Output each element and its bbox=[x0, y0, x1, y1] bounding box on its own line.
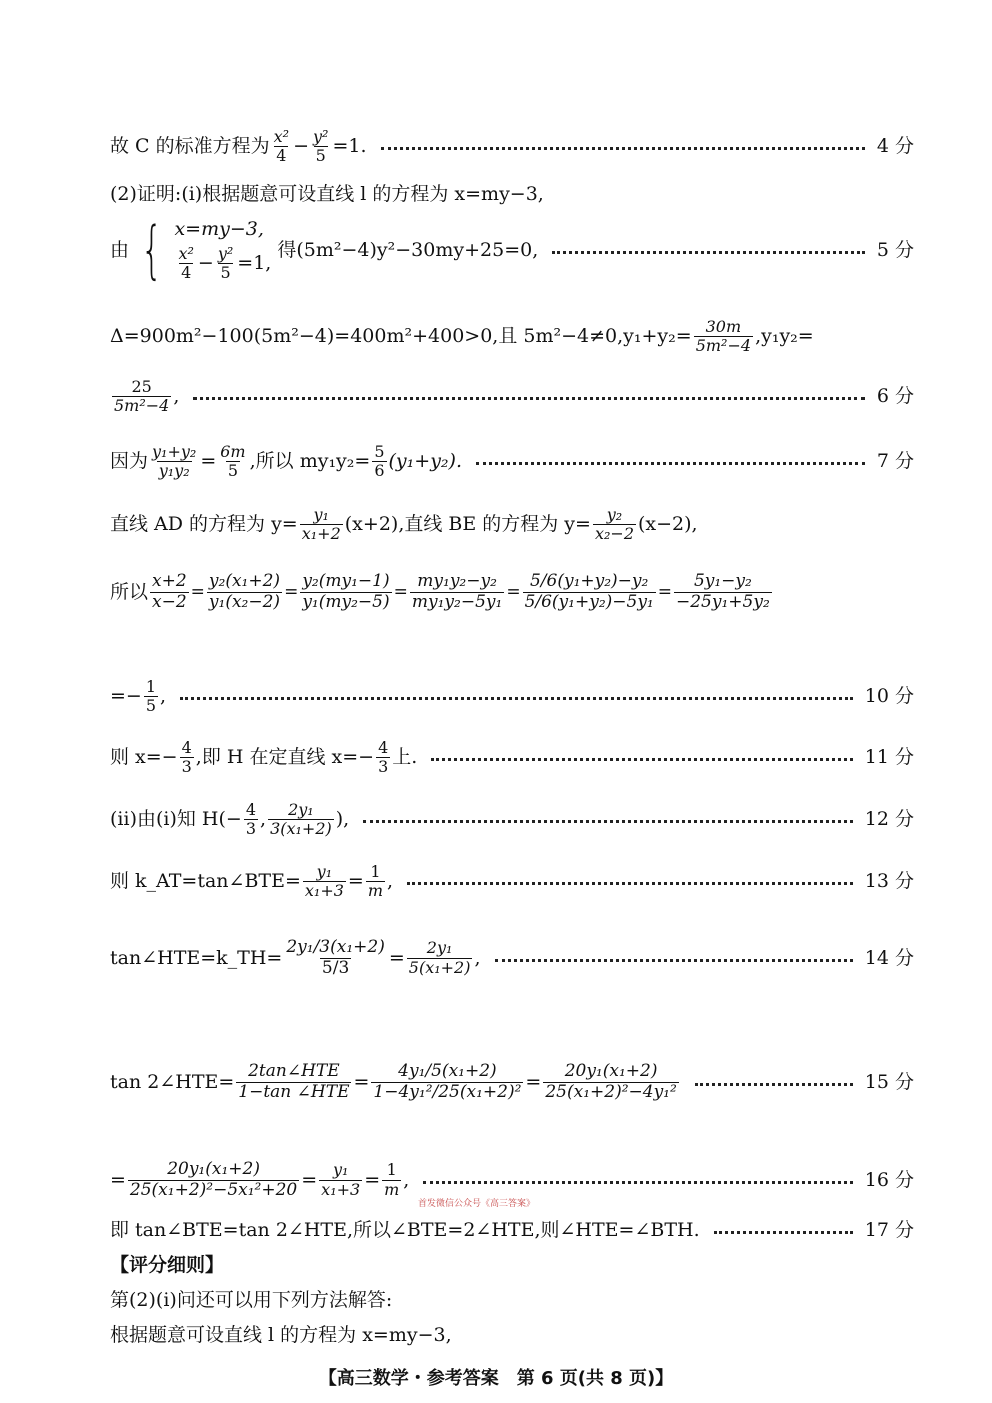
text: (ⅱ)由(ⅰ)知 H(− bbox=[110, 808, 242, 831]
score-label: 15 分 bbox=[864, 1070, 914, 1093]
text: 因为 bbox=[110, 450, 149, 473]
fraction: $\frac{\text{y₁+y₂}}{\text{y₁y₂}}$ bbox=[152, 442, 197, 481]
text: , bbox=[474, 946, 481, 969]
text: (2)证明:(ⅰ)根据题意可设直线 l 的方程为 x=my−3, bbox=[110, 183, 544, 205]
fraction: $\frac{1}{5}$ bbox=[145, 677, 157, 716]
answer-line-18 bbox=[110, 1289, 914, 1312]
text: , bbox=[173, 385, 180, 408]
fraction: $\frac{\text{x²}}{4}$ bbox=[273, 127, 290, 166]
score-label: 17 分 bbox=[864, 1219, 914, 1241]
answer-line-15: = $\frac{\text{20y₁(x₁+2)}}{\text{25(x₁+2)²−5x₁²+20}}$ = $\frac{\text{y₁}}{\text{x₁+3}}$ = $\frac{1}{m}$ , 16 分 bbox=[110, 1159, 914, 1200]
text: =− bbox=[110, 685, 142, 708]
fraction: $\frac{1}{m}$ bbox=[367, 862, 383, 901]
fraction: $\frac{30m}{\text{5m²−4}}$ bbox=[695, 317, 752, 356]
fraction: $\frac{5}{6}$ bbox=[374, 442, 385, 481]
text: ,所以 my₁y₂= bbox=[249, 450, 371, 473]
text: tan 2∠HTE= bbox=[110, 1070, 235, 1093]
text: 即 tan∠BTE=tan 2∠HTE,所以∠BTE=2∠HTE,则∠HTE=∠BTH. bbox=[110, 1219, 700, 1241]
fraction: $\frac{\text{y²}}{5}$ bbox=[312, 127, 329, 166]
answer-line-4 bbox=[110, 318, 914, 356]
text: (y₁+y₂). bbox=[388, 450, 463, 473]
fraction: $\frac{\text{2tan∠HTE}}{\text{1−tan ∠HTE}}$ bbox=[238, 1061, 350, 1102]
fraction: $\frac{x+2}{x-2}$ bbox=[152, 571, 187, 612]
fraction: $\frac{\text{20y₁(x₁+2)}}{\text{25(x₁+2)²−4y₁²}}$ bbox=[545, 1061, 677, 1102]
answer-line-12: 则 k_AT=tan∠BTE= $\frac{\text{y₁}}{\text{x₁+3}}$ = $\frac{1}{m}$ , 13 分 bbox=[110, 862, 914, 901]
text: , bbox=[403, 1168, 410, 1191]
answer-line-10 bbox=[110, 739, 914, 777]
leader-dots bbox=[695, 1083, 853, 1086]
fraction: $\frac{\text{5/6(y₁+y₂)−y₂}}{\text{5/6(y₁+y₂)−5y₁}}$ bbox=[524, 571, 654, 612]
watermark: 首发微信公众号《高三答案》 bbox=[418, 1199, 536, 1209]
fraction: $\frac{\text{y₁}}{\text{x₁+2}}$ bbox=[301, 505, 341, 544]
section-heading: 【评分细则】 bbox=[110, 1254, 225, 1276]
text: 第(2)(ⅰ)问还可以用下列方法解答: bbox=[110, 1289, 393, 1311]
system-row: $\frac{\text{x²}}{4}$ − $\frac{\text{y²}}{5}$ =1, bbox=[178, 243, 272, 283]
fraction: $\frac{\text{2y₁}}{\text{3(x₁+2)}}$ bbox=[270, 800, 332, 839]
score-label: 13 分 bbox=[864, 870, 914, 893]
text: (x+2),直线 BE 的方程为 y= bbox=[344, 513, 591, 536]
text: 根据题意可设直线 l 的方程为 x=my−3, bbox=[110, 1324, 452, 1346]
leader-dots bbox=[431, 758, 852, 761]
score-label: 4 分 bbox=[876, 135, 914, 158]
text: (x−2), bbox=[638, 513, 698, 536]
text: 故 C 的标准方程为 bbox=[110, 135, 270, 158]
answer-line-1 bbox=[110, 128, 914, 166]
answer-line-2 bbox=[110, 183, 914, 206]
score-label: 7 分 bbox=[876, 450, 914, 473]
leader-dots bbox=[423, 1181, 852, 1184]
answer-line-16 bbox=[110, 1219, 914, 1242]
text: 上. bbox=[392, 746, 418, 769]
fraction: $\frac{4}{3}$ bbox=[245, 800, 257, 839]
answer-line-13: tan∠HTE=k_TH= $\frac{\text{2y₁/3(x₁+2)}}{5/3}$ = $\frac{\text{2y₁}}{\text{5(x₁+2)}}$ , 14 分 bbox=[110, 937, 914, 978]
fraction: $\frac{\text{y₂(my₁−1)}}{\text{y₁(my₂−5)}}$ bbox=[302, 571, 390, 612]
system-row: x=my−3, bbox=[174, 218, 264, 240]
score-label: 12 分 bbox=[864, 808, 914, 831]
fraction: $\frac{\text{y₁}}{\text{x₁+3}}$ bbox=[321, 1160, 361, 1199]
text: Δ=900m²−100(5m²−4)=400m²+400>0,且 5m²−4≠0,y₁+y₂= bbox=[110, 325, 692, 348]
answer-line-3 bbox=[110, 213, 914, 287]
fraction: $\frac{\text{y₂}}{\text{x₂−2}}$ bbox=[594, 505, 634, 544]
fraction: $\frac{4}{3}$ bbox=[181, 738, 192, 777]
text: 则 k_AT=tan∠BTE= bbox=[110, 870, 301, 893]
fraction: $\frac{\text{y₁}}{\text{x₁+3}}$ bbox=[304, 862, 344, 901]
answer-line-14: tan 2∠HTE= $\frac{\text{2tan∠HTE}}{\text{1−tan ∠HTE}}$ = $\frac{\text{4y₁/5(x₁+2)}}{\text{1−4y₁²/25(x₁+2)²}}$ = $\frac{\text{20y₁(x₁+2)}}{\text{25(x₁+2)²−4y₁²}}$ 15 分 bbox=[110, 1061, 914, 1102]
text: ,y₁y₂= bbox=[755, 325, 814, 348]
leader-dots bbox=[714, 1231, 853, 1234]
score-label: 11 分 bbox=[864, 746, 914, 769]
text: − bbox=[293, 135, 309, 158]
answer-line-7 bbox=[110, 506, 914, 544]
fraction: $\frac{\text{2y₁/3(x₁+2)}}{5/3}$ bbox=[286, 937, 385, 978]
fraction: $\frac{\text{2y₁}}{\text{5(x₁+2)}}$ bbox=[408, 938, 471, 977]
answer-line-9 bbox=[110, 678, 914, 716]
leader-dots bbox=[476, 462, 865, 465]
fraction: $\frac{25}{\text{5m²−4}}$ bbox=[114, 377, 170, 416]
answer-line-11: (ⅱ)由(ⅰ)知 H(− $\frac{4}{3}$ , $\frac{\text{2y₁}}{\text{3(x₁+2)}}$ ), 12 分 bbox=[110, 800, 914, 839]
brace-icon: { bbox=[140, 213, 163, 287]
text: ,即 H 在定直线 x=− bbox=[195, 746, 375, 769]
leader-dots bbox=[363, 820, 853, 823]
text: 直线 AD 的方程为 y= bbox=[110, 513, 298, 536]
answer-line-5 bbox=[110, 378, 914, 416]
leader-dots bbox=[407, 882, 853, 885]
leader-dots bbox=[552, 251, 865, 254]
score-label: 5 分 bbox=[876, 238, 914, 261]
answer-line-19 bbox=[110, 1324, 914, 1347]
text: , bbox=[160, 685, 167, 708]
fraction: $\frac{1}{m}$ bbox=[384, 1160, 400, 1199]
fraction: $\frac{4}{3}$ bbox=[378, 738, 389, 777]
text: 由 bbox=[110, 238, 130, 261]
page-footer: 【高三数学・参考答案 第 6 页(共 8 页)】 bbox=[318, 1368, 674, 1389]
leader-dots bbox=[381, 147, 865, 150]
text: tan∠HTE=k_TH= bbox=[110, 946, 283, 969]
score-label: 6 分 bbox=[876, 385, 914, 408]
leader-dots bbox=[193, 397, 864, 400]
leader-dots bbox=[180, 697, 853, 700]
fraction: $\frac{\text{5y₁−y₂}}{\text{−25y₁+5y₂}}$ bbox=[676, 571, 770, 612]
text: =1. bbox=[332, 135, 367, 158]
fraction: $\frac{\text{my₁y₂−y₂}}{\text{my₁y₂−5y₁}}$ bbox=[411, 571, 503, 612]
fraction: $\frac{6m}{5}$ bbox=[220, 442, 246, 481]
score-label: 10 分 bbox=[864, 685, 914, 708]
equation-system bbox=[129, 213, 272, 287]
text: 则 x=− bbox=[110, 746, 178, 769]
answer-line-8: 所以 $\frac{x+2}{x-2}$ = $\frac{\text{y₂(x₁+2)}}{\text{y₁(x₂−2)}}$ = $\frac{\text{y₂(my₁−1)}}{\text{y₁(my₂−5)}}$ = $\frac{\text{my₁y₂−y₂}}{\text{my₁y₂−5y₁}}$ = $\frac{\text{5/6(y₁+y₂)−y₂}}{\text{5/6(y₁+y₂)−5y₁}}$ = $\frac{\text{5y₁−y₂}}{\text{−25y₁+5y₂}}$ bbox=[110, 571, 770, 612]
text: 得(5m²−4)y²−30my+25=0, bbox=[277, 238, 539, 261]
leader-dots bbox=[495, 959, 853, 962]
text: , bbox=[387, 870, 394, 893]
text: 所以 bbox=[110, 580, 149, 603]
score-label: 16 分 bbox=[864, 1168, 914, 1191]
text: ), bbox=[335, 808, 350, 831]
fraction: $\frac{\text{4y₁/5(x₁+2)}}{\text{1−4y₁²/25(x₁+2)²}}$ bbox=[373, 1061, 522, 1102]
fraction: $\frac{\text{20y₁(x₁+2)}}{\text{25(x₁+2)²−5x₁²+20}}$ bbox=[129, 1159, 298, 1200]
fraction: $\frac{\text{y₂(x₁+2)}}{\text{y₁(x₂−2)}}$ bbox=[208, 571, 281, 612]
score-label: 14 分 bbox=[864, 946, 914, 969]
answer-line-6: 因为 $\frac{\text{y₁+y₂}}{\text{y₁y₂}}$ = $\frac{6m}{5}$ ,所以 my₁y₂= $\frac{5}{6}$ (y₁+y₂). 7 分 bbox=[110, 442, 914, 481]
